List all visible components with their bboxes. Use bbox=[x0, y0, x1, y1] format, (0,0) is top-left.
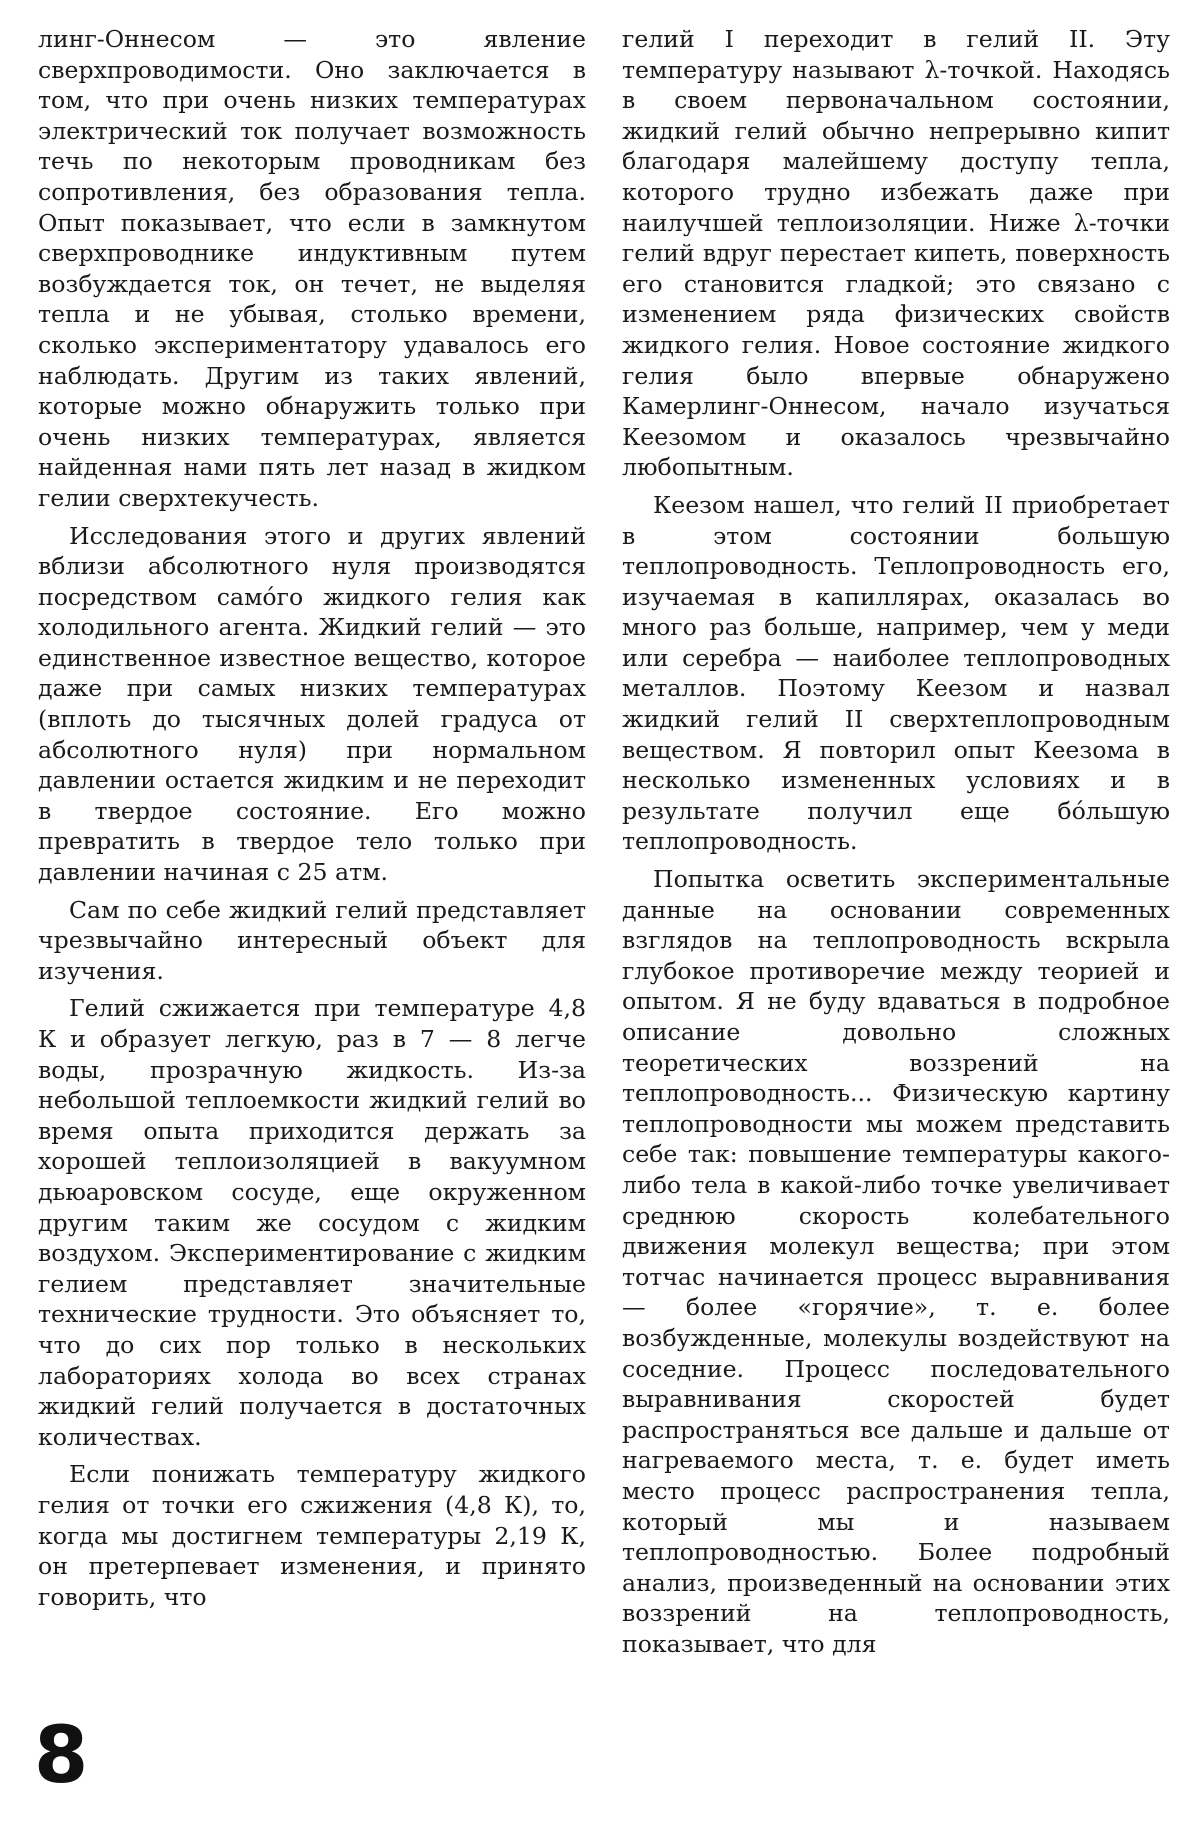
paragraph-liquefaction: Гелий сжижается при температуре 4,8 К и образует легкую, раз в 7 — 8 легче воды, прозрачную жидкость. Из-за небольшой теплоемкости жидкий гелий во время опыта приходится держать за хорошей теплоизоляцией в вакуумном дьюаровском сосуде, еще окруженном другим таким же сосудом с жидким воздухом. Экспериментирование с жидким гелием представляет значительные технические трудности. Это объясняет то, что до сих пор только в нескольких лабораториях холода во всех странах жидкий гелий получается в достаточных количествах. bbox=[38, 994, 586, 1451]
paragraph-interesting-object: Сам по себе жидкий гелий представляет чрезвычайно интересный объект для изучения. bbox=[38, 895, 586, 985]
right-text-column bbox=[622, 24, 1170, 1666]
paragraph-superconductivity: линг-Оннесом — это явление сверхпроводимости. Оно заключается в том, что при очень низких температурах электрический ток получает возможность течь по некоторым проводникам без сопротивления, без образования тепла. Опыт показывает, что если в замкнутом сверхпроводнике индуктивным путем возбуждается ток, он течет, не выделяя тепла и не убывая, столько времени, сколько экспериментатору удавалось его наблюдать. Другим из таких явлений, которые можно обнаружить только при очень низких температурах, является найденная нами пять лет назад в жидком гелии сверхтекучесть. bbox=[38, 25, 586, 512]
paragraph-lambda-point: гелий I переходит в гелий II. Эту температуру называют λ-точкой. Находясь в своем первоначальном состоянии, жидкий гелий обычно непрерывно кипит благодаря малейшему доступу тепла, которого трудно избежать даже при наилучшей теплоизоляции. Ниже λ-точки гелий вдруг перестает кипеть, поверхность его становится гладкой; это связано с изменением ряда физических свойств жидкого гелия. Новое состояние жидкого гелия было впервые обнаружено Камерлинг-Оннесом, начало изучаться Кеезомом и оказалось чрезвычайно любопытным. bbox=[622, 25, 1170, 482]
paragraph-liquid-helium-agent: Исследования этого и других явлений вблизи абсолютного нуля производятся посредством самóго жидкого гелия как холодильного агента. Жидкий гелий — это единственное известное вещество, которое даже при самых низких температурах (вплоть до тысячных долей градуса от абсолютного нуля) при нормальном давлении остается жидким и не переходит в твердое состояние. Его можно превратить в твердое тело только при давлении начиная с 25 атм. bbox=[38, 521, 586, 887]
page-number: 8 bbox=[34, 1711, 89, 1801]
paragraph-heat-conduction-theory: Попытка осветить экспериментальные данные на основании современных взглядов на теплопроводность вскрыла глубокое противоречие между теорией и опытом. Я не буду вдаваться в подробное описание довольно сложных теоретических воззрений на теплопроводность... Физическую картину теплопроводности мы можем представить себе так: повышение температуры какого-либо тела в какой-либо точке увеличивает среднюю скорость колебательного движения молекул вещества; при этом тотчас начинается процесс выравнивания — более «горячие», т. е. более возбужденные, молекулы воздействуют на соседние. Процесс последовательного выравнивания скоростей будет распространяться все дальше и дальше от нагреваемого места, т. е. будет иметь место процесс распространения тепла, который мы и называем теплопроводностью. Более подробный анализ, произведенный на основании этих воззрений на теплопроводность, показывает, что для bbox=[622, 865, 1170, 1658]
paragraph-keesom-conductivity: Кеезом нашел, что гелий II приобретает в этом состоянии большую теплопроводность. Теплопроводность его, изучаемая в капиллярах, оказалась во много раз больше, например, чем у меди или серебра — наиболее теплопроводных металлов. Поэтому Кеезом и назвал жидкий гелий II сверхтеплопроводным веществом. Я повторил опыт Кеезома в несколько измененных условиях и в результате получил еще бóльшую теплопроводность. bbox=[622, 490, 1170, 856]
paragraph-lowering-temperature: Если понижать температуру жидкого гелия от точки его сжижения (4,8 К), то, когда мы достигнем температуры 2,19 К, он претерпевает изменения, и принято говорить, что bbox=[38, 1460, 586, 1611]
left-text-column bbox=[38, 24, 586, 1619]
